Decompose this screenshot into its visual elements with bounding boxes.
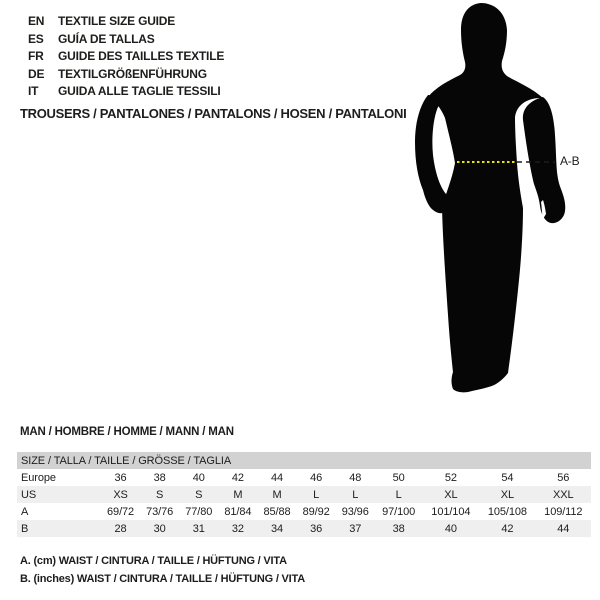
language-code: ES <box>28 31 44 46</box>
man-silhouette-graphic <box>395 0 600 420</box>
row-label: A <box>21 505 29 518</box>
language-row-it <box>28 83 224 101</box>
cell: 69/72 <box>107 505 135 518</box>
cell: 77/80 <box>185 505 213 518</box>
man-silhouette-figure <box>395 0 600 420</box>
language-row-fr <box>28 48 224 66</box>
cell: 40 <box>423 520 480 537</box>
language-row-de <box>28 66 224 84</box>
cell: 36 <box>297 520 336 537</box>
waist-measure-label: A-B <box>560 154 580 168</box>
cell: M <box>257 486 296 503</box>
row-label: B <box>17 520 101 537</box>
cell: 34 <box>257 520 296 537</box>
cell: 89/92 <box>302 505 330 518</box>
cell: 40 <box>192 471 205 484</box>
table-row-europe <box>17 469 591 486</box>
cell: M <box>218 486 257 503</box>
cell: XL <box>479 486 536 503</box>
cell: 50 <box>392 471 405 484</box>
cell: 36 <box>114 471 127 484</box>
language-code: FR <box>28 49 44 63</box>
language-label: GUÍA DE TALLAS <box>58 31 155 46</box>
cell: 31 <box>179 520 218 537</box>
cell: 42 <box>479 520 536 537</box>
cell: 56 <box>557 471 570 484</box>
language-code: IT <box>28 84 39 98</box>
language-row-en <box>28 13 224 31</box>
cell: 30 <box>140 520 179 537</box>
cell: 93/96 <box>341 505 369 518</box>
cell: XXL <box>536 486 591 503</box>
cell: 32 <box>218 520 257 537</box>
cell: 44 <box>270 471 284 484</box>
row-label: Europe <box>21 471 56 484</box>
cell: 101/104 <box>431 505 471 518</box>
cell: 48 <box>349 471 362 484</box>
cell: 44 <box>536 520 591 537</box>
cell: S <box>140 486 179 503</box>
cell: 28 <box>101 520 140 537</box>
cell: 97/100 <box>382 505 416 518</box>
cell: 46 <box>310 471 323 484</box>
cell: 81/84 <box>224 505 252 518</box>
size-table-header-row <box>17 452 591 469</box>
cell: 85/88 <box>263 505 291 518</box>
cell: 38 <box>153 471 166 484</box>
cell: 37 <box>336 520 375 537</box>
cell: 52 <box>444 471 457 484</box>
cell: XS <box>101 486 140 503</box>
footnote-a: A. (cm) WAIST / CINTURA / TAILLE / HÜFTUNG / VITA <box>20 555 287 567</box>
size-table-header: SIZE / TALLA / TAILLE / GRÖSSE / TAGLIA <box>17 452 591 469</box>
cell: 105/108 <box>487 505 527 518</box>
cell: 54 <box>501 471 514 484</box>
table-group-title: MAN / HOMBRE / HOMME / MANN / MAN <box>20 426 234 438</box>
cell: S <box>179 486 218 503</box>
table-row-us <box>17 486 591 503</box>
language-code: DE <box>28 66 45 81</box>
table-row-a-cm <box>17 503 591 520</box>
cell: L <box>297 486 336 503</box>
language-list <box>28 13 224 101</box>
language-label: TEXTILE SIZE GUIDE <box>58 14 176 28</box>
size-table <box>17 452 591 537</box>
cell: XL <box>423 486 480 503</box>
category-title: TROUSERS / PANTALONES / PANTALONS / HOSEN / PANTALONI <box>20 106 407 121</box>
language-label: GUIDA ALLE TAGLIE TESSILI <box>58 84 221 98</box>
cell: L <box>336 486 375 503</box>
cell: 109/112 <box>544 505 583 518</box>
footnotes <box>20 552 305 588</box>
language-row-es <box>28 31 224 49</box>
table-row-b-inches <box>17 520 591 537</box>
language-label: GUIDE DES TAILLES TEXTILE <box>58 49 225 63</box>
cell: L <box>375 486 423 503</box>
language-code: EN <box>28 14 45 28</box>
cell: 73/76 <box>146 505 174 518</box>
cell: 38 <box>375 520 423 537</box>
footnote-b: B. (inches) WAIST / CINTURA / TAILLE / HÜFTUNG / VITA <box>20 573 305 585</box>
cell: 42 <box>231 471 244 484</box>
row-label: US <box>17 486 101 503</box>
language-label: TEXTILGRÖßENFÜHRUNG <box>58 66 207 81</box>
